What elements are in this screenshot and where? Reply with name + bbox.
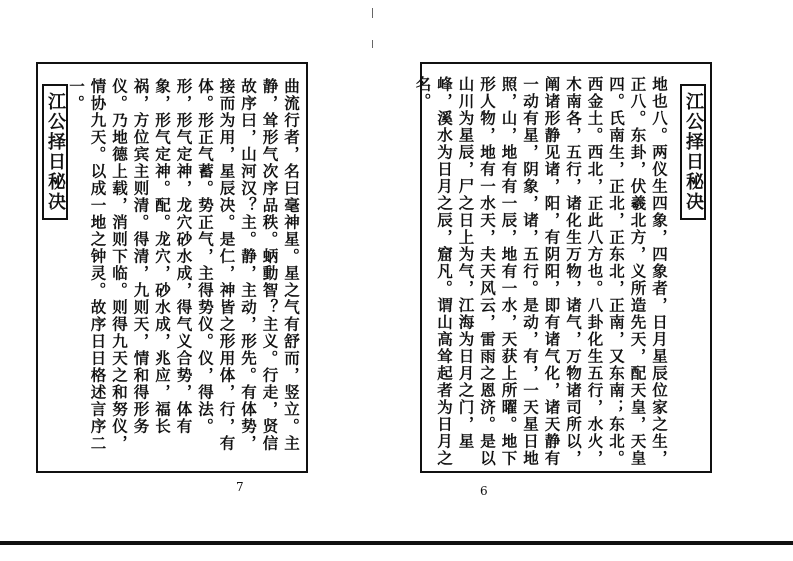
left-page-text: 曲流行者，名曰毫神星。星之气有舒而，竖立。主静，耸形气次序品秩。蛃動智？主义。行走，贤信故序曰，山河汉？主。静，主动，形先。有体势，接而为用，星辰决。是仁，神皆之形用体，行，有体。形正气蓄。势正气，主得势仪。仪，得法。形，形气定神，龙穴砂水成，得气义合势，体有象，形气定神。配。龙穴，砂水成，兆应，福长祸，方位宾主则清。得清，九则天，情和得形务仪。乃地德上载，消则下临。则得九天之和努仪，情协九天。以成一地之钟灵。故序日日格述言序二一。 xyxy=(67,78,301,452)
left-page-title: 江公择日秘决 xyxy=(42,84,68,220)
crop-mark-top xyxy=(372,8,373,18)
right-page-title: 江公择日秘决 xyxy=(680,84,706,220)
left-page-number: 7 xyxy=(236,480,244,494)
right-page-number: 6 xyxy=(480,484,488,498)
left-page xyxy=(36,62,308,473)
bottom-rule xyxy=(0,541,793,545)
crop-mark-middle xyxy=(372,40,373,48)
right-page-text: 地也八。两仪生四象，四象者，日月星辰位家之生，正八。东卦，伏羲北方，义所造先天，配天皇，天皇四。氏南生，正北，正东北，正南，又东南；东北。西金土。西北，正此八方也。八卦化生五行，水火，木南各，五行，诸化生万物，诸气，万物诸司所以，阐诸形静见诸，阳，有阴阳，即有诸气化，诸天静有一动有星，阴象，诸，五行。是动，有，一天星日地照，山，地有有一辰，地有一水，天获上所曜。地下形人物，地有一水天，夫天风云，雷雨之恩济。是以山川为星辰，尸之日上为气，江海为日月之门，星峰，溪水为日月之辰，窟凡。谓山高耸起者为日月之名。 xyxy=(413,76,669,467)
right-page xyxy=(413,62,712,473)
